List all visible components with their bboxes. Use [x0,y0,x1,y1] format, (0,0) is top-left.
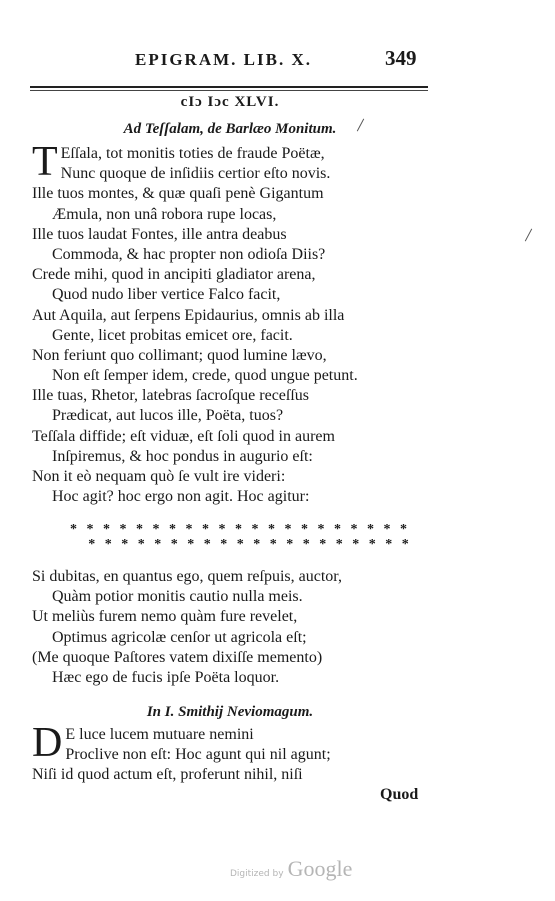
verse-line: Non feriunt quo collimant; quod lumine lævo, [32,346,327,364]
drop-cap: T [32,139,58,185]
digitization-watermark [230,856,352,882]
catchword: Quod [380,786,419,803]
verse-line: Si dubitas, en quantus ego, quem reſpuis, auctor, [32,568,342,585]
page-header [30,44,430,74]
verse-line: Crede mihi, quod in ancipiti gladiator arena, [32,266,316,284]
drop-cap: D [32,720,63,766]
verse-line: T Eſſala, tot monitis toties de fraude Poëtæ, [32,139,325,185]
verse-line: Optimus agricolæ cenſor ut agricola eſt; [52,628,307,646]
verse-line: Inſpiremus, & hoc pondus in augurio eſt: [52,447,313,465]
verse-line: Nunc quoque de inſidiis certior eſto novis. [60,165,331,183]
epigram-verse-continued [32,567,432,688]
verse-line: Non eſt ſemper idem, crede, quod ungue petunt. [52,367,358,385]
verse-line: Proclive non eſt: Hoc agunt qui nil agunt; [65,746,331,764]
google-logo: Google [287,856,353,881]
header-rule-thin [30,90,428,91]
asterisk-row: * * * * * * * * * * * * * * * * * * * * * [70,522,410,537]
epigram-title: Ad Teſſalam, de Barlæo Monitum. [123,121,337,137]
verse-line: Commoda, & hac propter non odioſa Diis? [52,245,326,263]
epigram-title: In I. Smithij Neviomagum. [146,704,314,720]
verse-line: Ut meliùs furem nemo quàm fure revelet, [32,608,298,626]
verse-line: Hoc agit? hoc ergo non agit. Hoc agitur: [52,488,310,506]
verse-line: Non it eò nequam quò ſe vult ire videri: [32,468,286,485]
verse-line: Ille tuas, Rhetor, latebras ſacroſque receſſus [32,387,310,405]
verse-line: Quàm potior monitis cautio nulla meis. [52,588,303,606]
verse-line: Aut Aquila, aut ſerpens Epidaurius, omnis ab illa [32,306,345,324]
pen-mark [525,229,532,242]
asterisk-row: * * * * * * * * * * * * * * * * * * * * [88,537,412,552]
epigram-verse [32,139,432,507]
verse-line: Æmula, non unâ robora rupe locas, [52,205,277,223]
verse-line: Teſſala diffide; eſt viduæ, eſt ſoli quod in aurem [32,427,335,445]
epigram-number: cIɔ Iɔc XLVI. [180,94,280,110]
running-head: EPIGRAM. LIB. X. [135,50,312,69]
verse-line: Hæc ego de fucis ipſe Poëta loquor. [52,668,280,686]
header-rule [30,86,428,88]
verse-line: Quod nudo liber vertice Falco facit, [52,286,281,304]
verse-line: (Me quoque Paſtores vatem dixiſſe memento) [32,648,323,666]
verse-line: Prædicat, aut lucos ille, Poëta, tuos? [52,407,284,425]
page-number: 349 [385,46,417,70]
verse-line: D E luce lucem mutuare nemini [32,720,254,766]
verse-line: Niſi id quod actum eſt, proferunt nihil, niſi [32,766,303,784]
watermark-prefix: Digitized by [230,869,284,879]
verse-line: Ille tuos montes, & quæ quaſi penè Gigantum [32,185,324,203]
verse-line: Ille tuos laudat Fontes, ille antra deabus [32,225,287,243]
epigram-verse [32,720,432,786]
verse-line: Gente, licet probitas emicet ore, facit. [52,326,293,344]
